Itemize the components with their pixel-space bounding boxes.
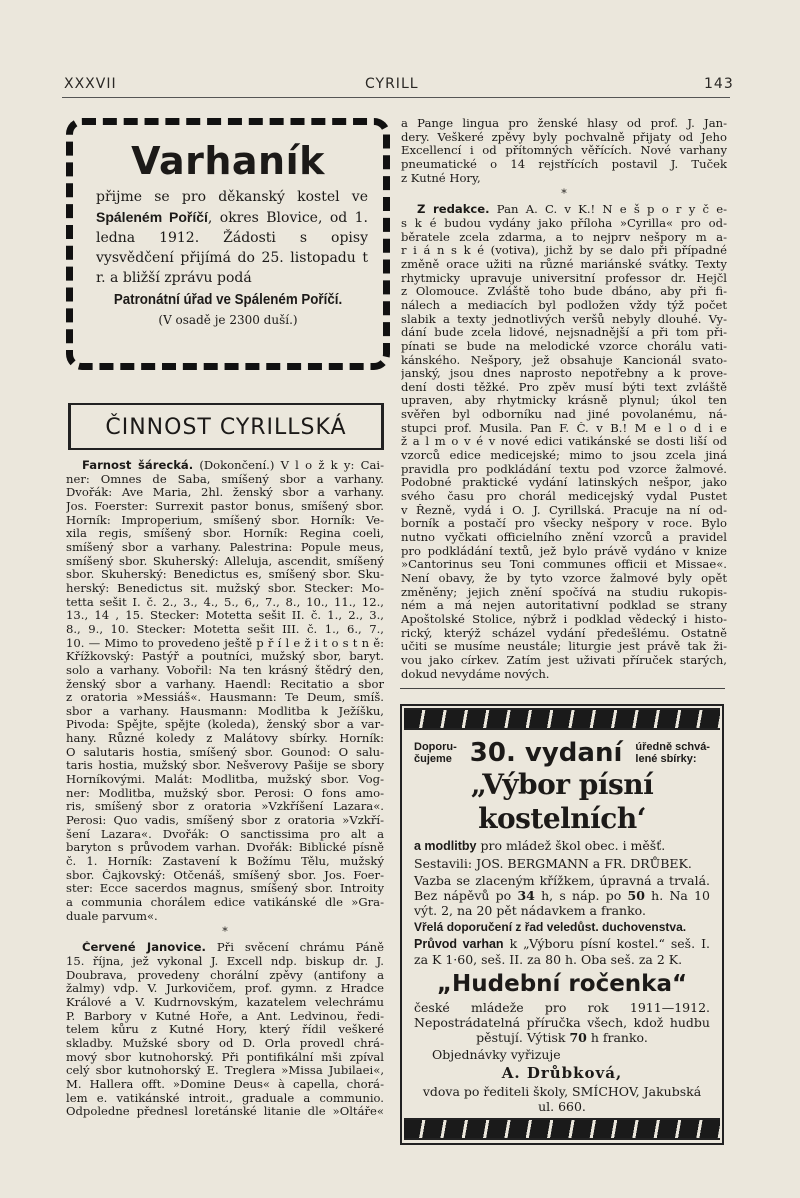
paragraph (401, 203, 727, 681)
text-line: z Kutné Hory, (401, 171, 481, 185)
paragraph-lead: Červené Janovice. (82, 941, 206, 955)
text-line: pneumatické o 14 rejstřících postavil J. Tuček (401, 157, 727, 171)
seller-name: A. Drůbková, (501, 1064, 623, 1082)
text-line: dokud nevydáme nových. (401, 667, 550, 681)
text-line: celý sbor kutnohorský E. Treglera »Missa Jubilaei«, (66, 1064, 384, 1078)
text-line: duale parvum«. (66, 909, 158, 923)
songbook-subtitle (414, 838, 710, 854)
text-line: O salutaris hostia, smíšený sbor. Gounod: O salu- (66, 745, 384, 759)
text-line: P. Barbory v Kutné Hoře, a Ant. Ledvinou, ředi- (66, 1009, 384, 1023)
page-number: 143 (704, 76, 734, 92)
text-line: »Cantorinus seu Toni communes officii et Missae«. (401, 558, 727, 572)
text-line: solo a varhany. Vobořil: Na ten krásný štědrý den, (66, 663, 384, 677)
text-line: rický, kterýž scházel vydání předešlému. Ostatně (401, 626, 727, 640)
text-line: žalmy) vdp. V. Jurkovičem, prof. gymn. z Hradce (66, 982, 384, 996)
yearbook-text (414, 1000, 710, 1045)
yearbook-title: „Hudební ročenka“ (436, 971, 688, 997)
text-line: sbor a varhany. Hausmann: Modlitba k Ježíšku, (66, 704, 384, 718)
text-line: Králové a V. Kudrnovským, kazatelem velechrámu (66, 995, 384, 1009)
text-line: M. Hallera offt. »Domine Deus« à capella, chorá- (66, 1077, 384, 1091)
text-line: Doubrava, provedeny chorální zpěvy (antifony a (66, 968, 384, 982)
text-line: pravidla pro podkládání textu pod vzorce žalmové. (401, 462, 727, 476)
ad-place: Spáleném Poříčí (96, 209, 208, 225)
text-line: herský: Benedictus sit. mužský sbor. Stecker: Mo- (66, 581, 384, 595)
text-line: Z redakce. Pan A. C. v K.! N e š p o r y č e- (417, 203, 727, 217)
text-line: změně orace užiti na různé mariánské svátky. Texty (401, 257, 727, 271)
text-line: sbor. Čajkovský: Otčenáš, smíšený sbor. Jos. Foer- (66, 868, 384, 882)
ad-text: přijme se pro děkanský kostel ve (96, 189, 368, 205)
running-title: CYRILL (365, 76, 419, 92)
ad-title: Varhaník (131, 139, 325, 183)
price-text: h, s náp. po (534, 888, 628, 903)
ad-approved-line: lené sbírky: (635, 753, 697, 765)
ad-signature: Patronátní úřad ve Spáleném Poříčí. (113, 292, 343, 308)
text-line: Excellencí i od přítomných věřících. Nové varhany (401, 144, 727, 158)
text-line: Není obavy, že by tyto vzorce žalmové byly opět (401, 572, 727, 585)
organ-text: k „Výboru písní kostel.“ seš. I. za K 1·60, seš. II. za 80 h. Oba seš. za 2 K. (414, 936, 710, 967)
organist-advertisement (66, 118, 390, 370)
text-line: smíšený sbor. Skuherský: Alleluja, ascendit, smíšený (66, 554, 384, 568)
text-line: nálech a mediacích byl podložen vždy týž počet (401, 298, 727, 312)
text-line: změněny; jejich znění spočívá na studiu rukopis- (401, 585, 727, 599)
text-line: dání bude zcela lidové, nejsnadnější a při tom při- (401, 326, 727, 340)
text-line: z Olomouce. Zvláště toho bude dbáno, aby při fi- (401, 285, 727, 299)
ad-edition: 30. vydaní (469, 738, 623, 768)
text-line: r i á n s k é (votiva), jichž by se dalo při případné (401, 244, 727, 258)
text-line: svého času pro chorál medicejský vydal Pustet (401, 490, 727, 504)
price-text: Vazba se zlaceným křížkem, úpravná a trvalá. Bez nápěvů po (414, 873, 710, 903)
text-line: a communia chorálem edice vatikánské dle »Gra- (66, 896, 384, 909)
ad-approved (635, 741, 710, 765)
separator-star: * (561, 187, 567, 201)
text-line: běratele zcela zdarma, a to nejprv nešpory m a- (401, 230, 727, 244)
ad-body (96, 187, 368, 288)
text-line: šení Lazara«. Dvořák: O sanctissima pro alt a (66, 827, 384, 841)
ad-approved-line: úředně schvá- (635, 741, 710, 753)
text-line: tetta sešit I. č. 2., 3., 4., 5., 6,, 7., 8., 10., 11., 12., (66, 595, 384, 609)
paragraph (401, 117, 727, 185)
ad-text: , okres Blovice, od 1. ledna 1912. Žádosti s opisy vysvědčení přijímá do 25. listopadu t r. a bližší zprávu podá (96, 210, 368, 286)
text-line: Jos. Foerster: Surrexit pastor bonus, smíšený sbor. (66, 499, 384, 513)
text-line: pro podkládání textů, jež bylo právě vydáno v knize (401, 544, 727, 558)
text-line: telem kůru z Kutné Hory, který řídil veškeré (66, 1023, 384, 1037)
text-line: Červené Janovice. Při svěcení chrámu Páně (82, 941, 384, 955)
yearbook-price: 70 (569, 1030, 587, 1045)
price-value: 34 (517, 888, 535, 903)
column-rule (400, 688, 725, 689)
decorative-border-top (404, 708, 720, 730)
text-line: č. 1. Horník: Zastavení k Božímu Tělu, mužský (66, 855, 384, 869)
organ-accompaniment (414, 936, 710, 967)
text-line: sbor. Skuherský: Benedictus es, smíšený sbor. Sku- (66, 568, 384, 582)
text-line: kánského. Nešpory, jež obsahuje Kancionál svato- (401, 353, 727, 367)
text-line: vzorců edice medicejské; mimo to jsou zcela jiná (401, 449, 727, 463)
ad-recommend-line: čujeme (414, 753, 452, 765)
text-line: vou jako církev. Zatím jest uživati příruček starých, (401, 653, 727, 667)
section-heading: ČINNOST CYRILLSKÁ (68, 403, 384, 450)
text-line: skladby. Mužské sbory od D. Orla provedl chrá- (66, 1036, 384, 1050)
paragraph (66, 459, 384, 923)
text-line: z oratoria »Messiáš«. Hausmann: Te Deum, smíš. (66, 691, 384, 705)
text-line: ž a l m o v é v nové edici vatikánské se dosti liší od (401, 435, 727, 449)
text-line: 8., 9., 10. Stecker: Motetta sešit III. č. 1., 6., 7., (66, 622, 384, 636)
text-line: slabik a texty jednotlivých veršů nebyly dlouhé. Vy- (401, 312, 727, 326)
yearbook-desc: české mládeže pro rok 1911—1912. Nepostrádatelná příručka všech, kdož hudbu pěstují. Výtisk (414, 1000, 710, 1045)
subtitle-bold: a modlitby (414, 839, 477, 853)
text-line: dení dosti těžké. Pro zpěv musí býti text zvláště (401, 380, 727, 394)
text-line: Křížkovský: Pastýř a poutníci, mužský sbor, baryt. (66, 650, 384, 664)
text-line: a Pange lingua pro ženské hlasy od prof. J. Jan- (401, 117, 727, 130)
text-line: ženský sbor a varhany. Haendl: Recitatio a sbor (66, 677, 384, 691)
text-line: 15. října, jež vykonal J. Excell ndp. biskup dr. J. (66, 954, 384, 968)
text-line: ster: Ecce sacerdos magnus, smíšený sbor. Introity (66, 882, 384, 896)
text-line: dery. Veškeré zpěvy byly pochvalně přijaty od Jeho (401, 130, 727, 144)
text-line: mový sbor kutnohorský. Při pontifikální mši zpíval (66, 1050, 384, 1064)
text-line: Dvořák: Ave Maria, 2hl. ženský sbor a varhany. (66, 486, 384, 500)
text-line: ner: Modlitba, mužský sbor. Perosi: O fons amo- (66, 786, 384, 800)
separator-star: * (222, 925, 228, 939)
header-rule (62, 97, 730, 98)
songbook-prices (414, 873, 710, 918)
songbook-authors: Sestavili: JOS. BERGMANN a FR. DRŮBEK. (414, 856, 692, 871)
text-line: stupci prof. Musila. Pan F. Č. v B.! M e l o d i e (401, 421, 727, 435)
paragraph (66, 941, 384, 1119)
text-line: lem e. vatikánské introit., graduale a communio. (66, 1091, 384, 1105)
yearbook-desc: h franko. (586, 1030, 648, 1045)
text-line: upraven, aby rhytmicky krásně plynul; úkol ten (401, 394, 727, 408)
text-line: 13., 14 , 15. Stecker: Motetta sešit II. č. 1., 2., 3., (66, 609, 384, 623)
text-line: Apoštolské Stolice, nýbrž i podklad vědecký i histo- (401, 612, 727, 626)
paragraph-lead: Farnost šárecká. (82, 459, 194, 472)
price-text: h. Na 10 výt. 2, na 20 pět nádavkem a franko. (414, 888, 710, 918)
text-line: Farnost šárecká. (Dokončení.) V l o ž k y: Cai- (82, 459, 384, 472)
ad-recommend (414, 741, 457, 765)
songbook-advertisement (400, 704, 724, 1145)
text-line: 10. — Mimo to provedeno ještě p ř í l e ž i t o s t n ě: (66, 636, 384, 650)
ad-recommend-line: Doporu- (414, 741, 457, 753)
text-line: ném a má nejen autoritativní podklad se strany (401, 599, 727, 613)
ad-note: (V osadě je 2300 duší.) (158, 313, 298, 327)
text-line: Odpoledne přednesl loretánské litanie dle »Oltáře« (66, 1105, 384, 1119)
text-line: Podobné praktické vydání latinských nešpor, jako (401, 476, 727, 490)
text-line: svěřen byl odborníku nad jiné povolanému, ná- (401, 408, 727, 422)
text-line: baryton s průvodem varhan. Dvořák: Biblické písně (66, 841, 384, 855)
text-line: smíšený sbor a varhany. Palestrina: Popule meus, (66, 540, 384, 554)
price-value: 50 (627, 888, 645, 903)
text-line: borník a postačí pro všecky nešpory v roce. Bylo (401, 517, 727, 531)
text-line: ris, smíšený sbor z oratoria »Vzkříšení Lazara«. (66, 800, 384, 814)
seller-address: vdova po řediteli školy, SMÍCHOV, Jakubská ul. 660. (422, 1084, 702, 1114)
text-line: hany. Různé koledy z Malátovy sbírky. Horník: (66, 732, 384, 746)
text-line: s k é budou vydány jako příloha »Cyrilla« pro od- (401, 216, 727, 230)
subtitle-text: pro mládež škol obec. i měšť. (476, 838, 666, 853)
text-line: Perosi: Quo vadis, smíšený sbor z oratoria »Vzkří- (66, 814, 384, 828)
songbook-recommendation: Vřelá doporučení z řad veledůst. duchovenstva. (414, 920, 687, 934)
text-line: učiti se musíme neustále; liturgie jest právě tak ži- (401, 640, 727, 654)
text-line: v Řezně, vydá i O. J. Cyrillská. Pracuje na ní od- (401, 503, 727, 517)
orders-label: Objednávky vyřizuje (432, 1047, 561, 1062)
text-line: Horník: Improperium, smíšený sbor. Horník: Ve- (66, 513, 384, 527)
text-line: taris hostia, mužský sbor. Nešverovy Pašije se sbory (66, 759, 384, 773)
volume-number: XXXVII (64, 76, 117, 92)
organ-bold: Průvod varhan (414, 937, 504, 951)
songbook-title: „Výbor písní kostelních‘ (470, 768, 654, 835)
decorative-border-bottom (404, 1118, 720, 1140)
text-line: Horníkovými. Malát: Modlitba, mužský sbor. Vog- (66, 773, 384, 787)
text-line: pínati se bude na melodické vzorce chorálu vati- (401, 339, 727, 353)
text-line: xila regis, smíšený sbor. Horník: Regina coeli, (66, 527, 384, 541)
text-line: Pivoda: Spějte, spějte (koleda), ženský sbor a var- (66, 718, 384, 732)
text-line: ner: Omnes de Saba, smíšený sbor a varhany. (66, 472, 384, 486)
paragraph-lead: Z redakce. (417, 203, 490, 217)
right-column (401, 117, 727, 681)
text-line: nutno vyčkati officielního znění vzorců a pravidel (401, 531, 727, 545)
text-line: janský, jsou dnes naprosto nepotřebny a k prove- (401, 367, 727, 381)
text-line: rhytmicky upravuje universitní professor dr. Hejčl (401, 271, 727, 285)
left-column (66, 459, 384, 1119)
